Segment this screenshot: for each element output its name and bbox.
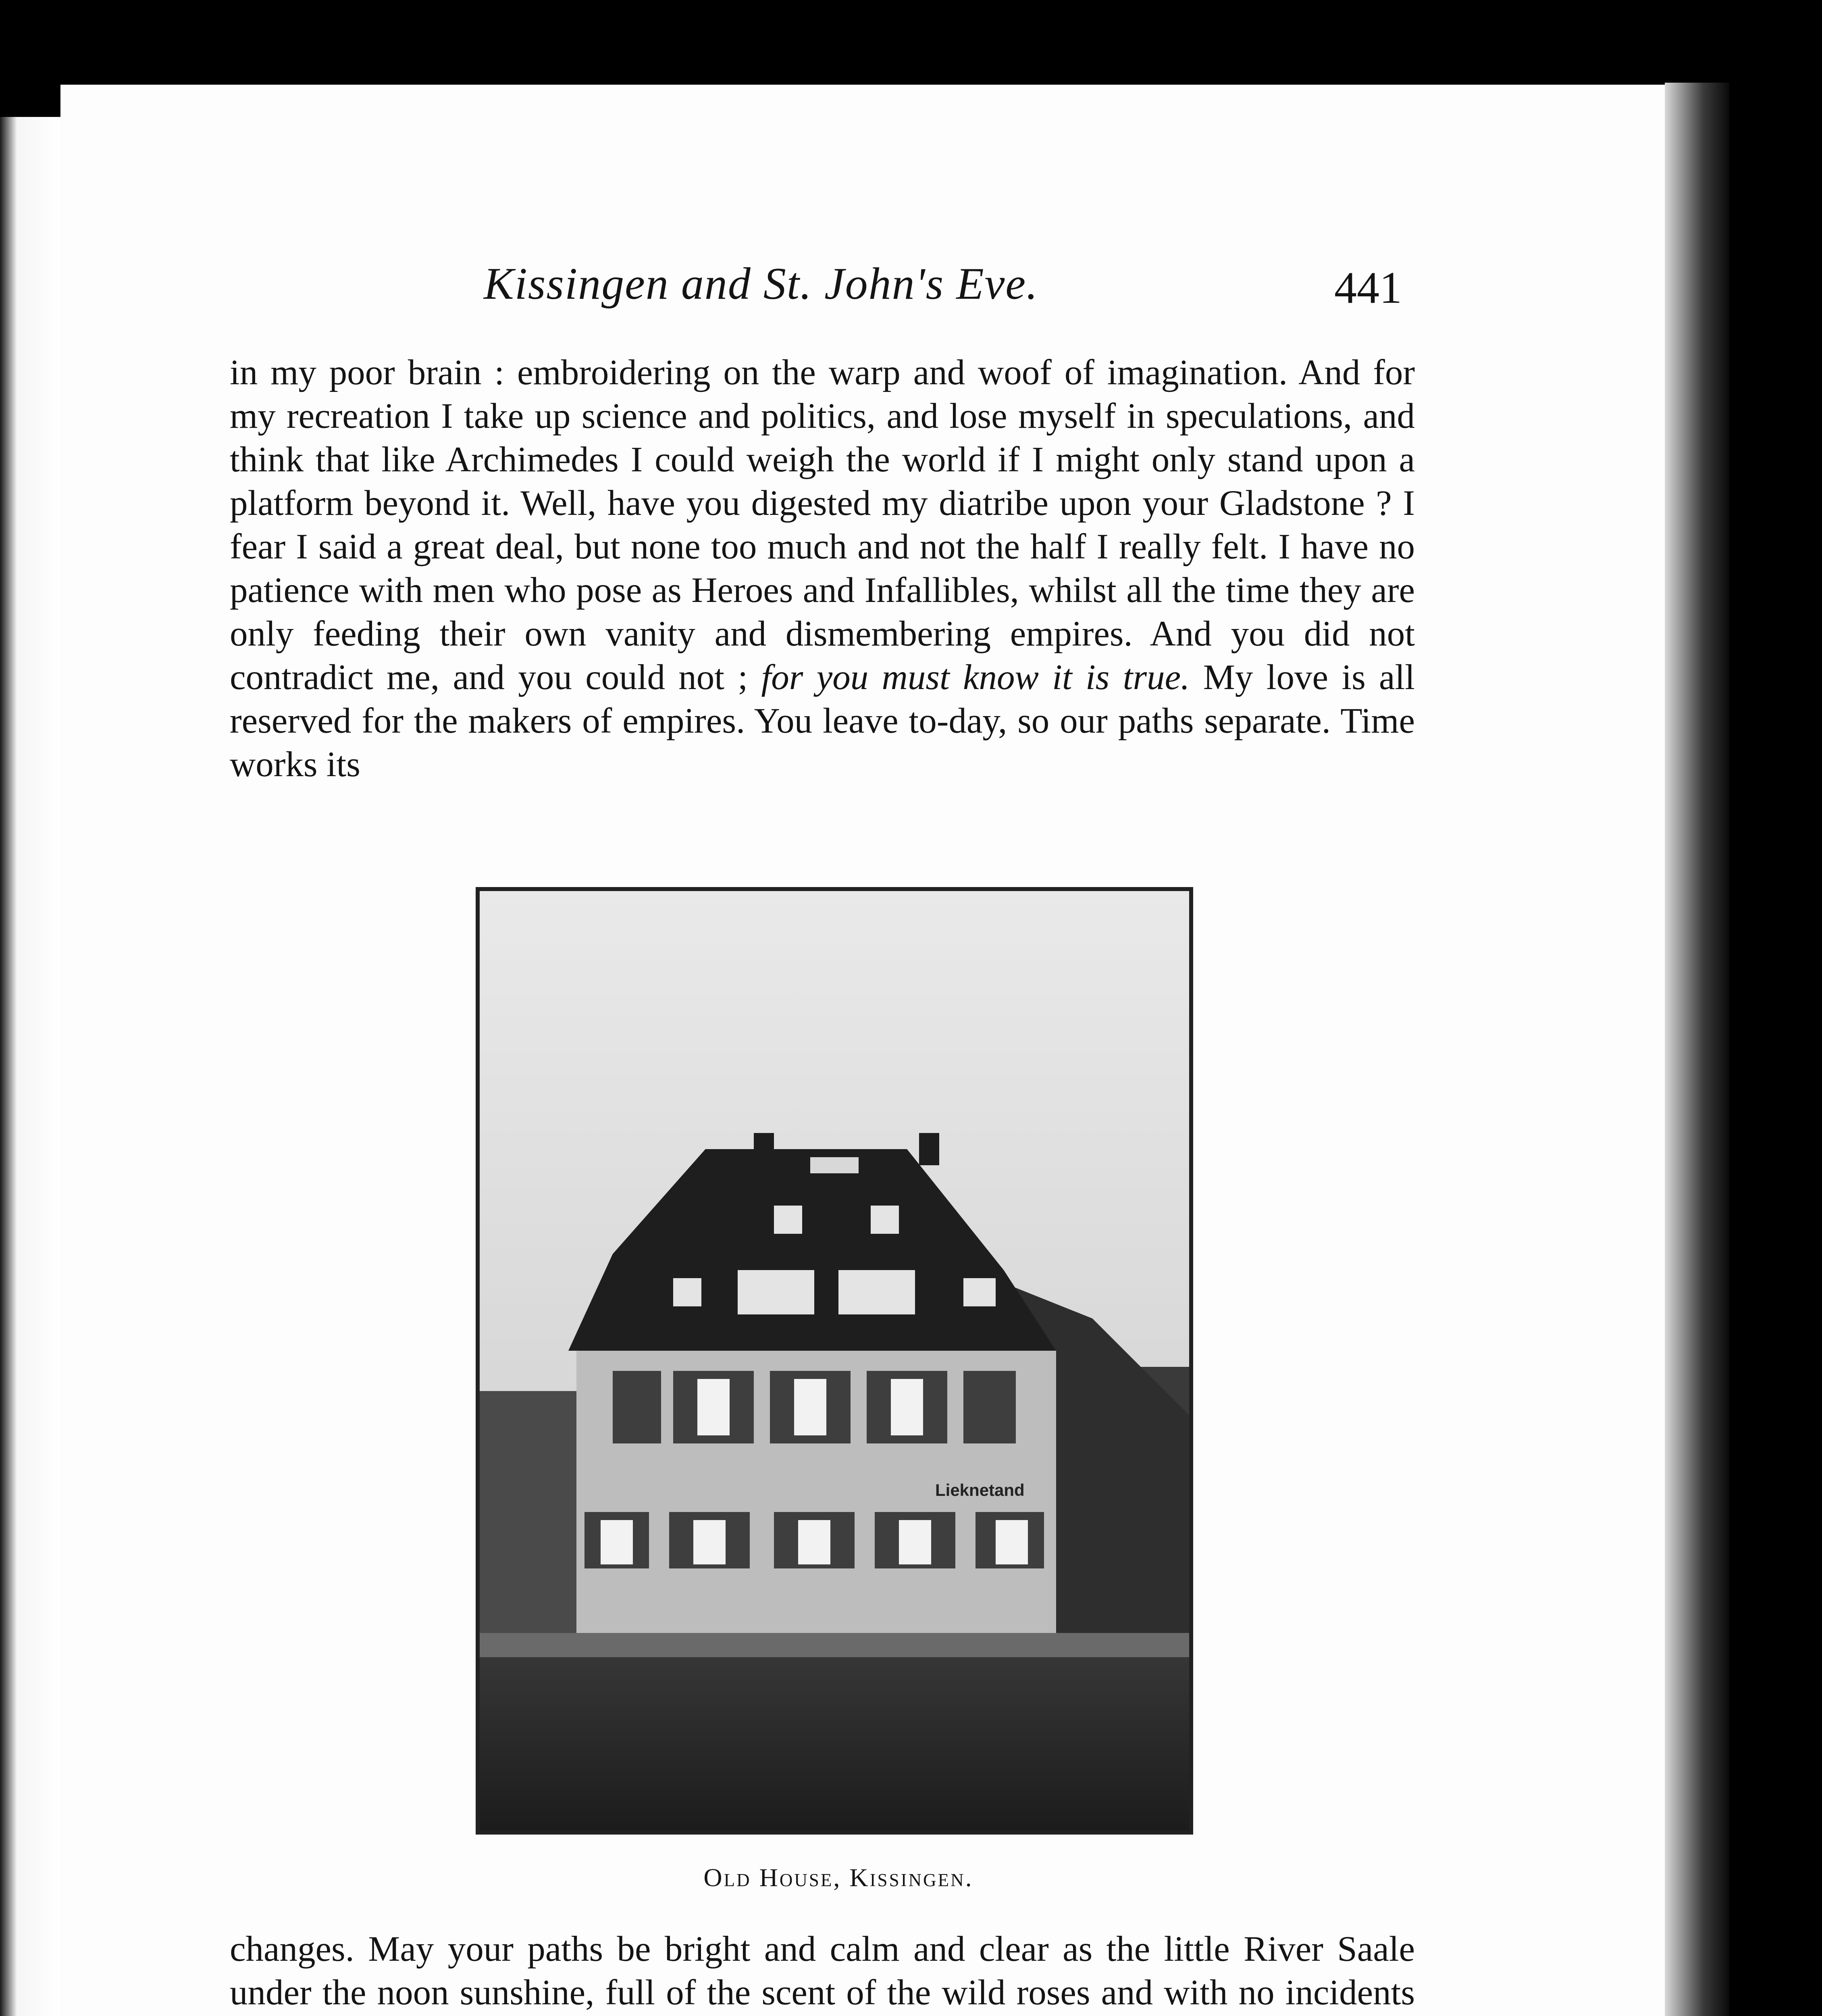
paragraph: changes. May your paths be bright and calm and clear as the little River Saale under the noon sunshine, full of the scent of the wild roses and with no incidents [230,1929,1415,2012]
text-block-top [230,351,1415,786]
paragraph-text: in my poor brain : embroidering on the warp and woof of imagination. And for my recreation I take up science and politics, and lose myself in speculations, and think that like Archimedes I could weigh the world if I might only stand upon a platform beyond it. Well, have you digested my diatribe upon your Gladstone ? I fear I said a great deal, but none too much and not the half I really felt. I have no patience with men who pose as Heroes and Infallibles, whilst all the time they are only feeding their own vanity and dismembering empires. And you did not contradict me, and you could not ; [230,353,1415,697]
figure-caption: Old House, Kissingen. [703,1863,973,1892]
running-header: Kissingen and St. John's Eve. [484,259,1039,309]
house-illustration [480,891,1189,1831]
house-photograph [476,887,1193,1835]
paragraph-text: My love is all reserved for the makers of empires. You leave to-day, so our paths separate. Time works its [230,658,1415,784]
italic-phrase: for you must know it is true. [761,658,1190,697]
paragraph [230,351,1415,786]
page-number: 441 [1334,263,1402,313]
house-sign-text: Lieknetand [935,1481,1025,1500]
page-stack-edge [1665,83,1729,2016]
text-block-bottom [230,1927,1415,2016]
